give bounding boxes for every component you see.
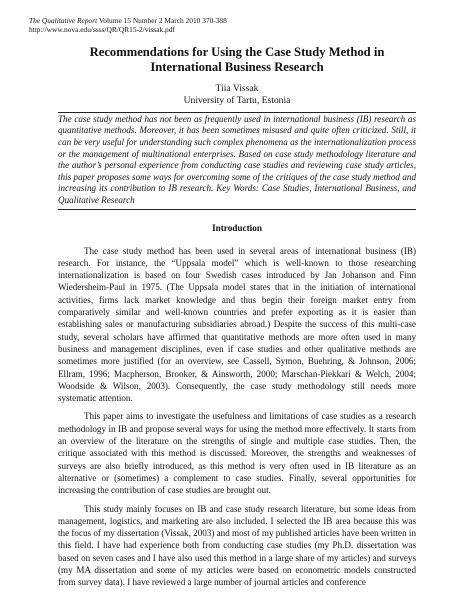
abstract: The case study method has not been as frequently used in international business (IB) research as quantitative methods. Moreover, it has been sometimes misused and quite often criticized. Still, it can be very useful for understanding such complex phenomena as the internationalization process or the management of multinational enterprises. Based on case study methodology literature and the author’s personal experience from conducting case studies and reviewing case study articles, this paper proposes some ways for overcoming some of the critiques of the case study method and increasing its contribution to IB research. Key Words: Case Studies, International Business, and Qualitative Research xyxy=(58,112,416,210)
title-line-2: International Business Research xyxy=(150,59,324,74)
introduction-body xyxy=(58,245,416,589)
author-name: Tiia Vissak xyxy=(215,82,259,94)
journal-issue: Volume 15 Number 2 March 2010 370-388 xyxy=(98,16,227,25)
title-line-1: Recommendations for Using the Case Study Method in xyxy=(89,44,385,59)
section-heading-introduction: Introduction xyxy=(212,222,262,233)
paper-title xyxy=(58,45,416,75)
paragraph: This study mainly focuses on IB and case study research literature, but some ideas from management, logistics, and marketing are also included. I selected the IB area because this was the focus of my dissertation (Vissak, 2003) and most of my published articles have been written in this field. I have had experience both from conducting case studies (my Ph.D. dissertation was based on seven cases and I have also used this method in a large share of my articles) and surveys (my MA dissertation and some of my articles were based on econometric models constructed from survey data). I have reviewed a large number of journal articles and conference xyxy=(58,503,416,588)
author-affiliation: University of Tartu, Estonia xyxy=(183,94,291,106)
article-url[interactable]: http://www.nova.edu/ssss/QR/QR15-2/vissak.pdf xyxy=(29,25,175,35)
journal-name: The Qualitative Report xyxy=(29,16,98,25)
paragraph: The case study method has been used in several areas of international business (IB) research. For instance, the “Uppsala model” which is well-known to those researching internationalization is based on four Swedish cases introduced by Jan Johanson and Finn Wiedersheim-Paul in 1975. (The Uppsala model states that in the initiation of international activities, firms lack market knowledge and thus begin their foreign market entry from comparatively similar and well-known countries and prefer exporting as it is easier than establishing sales or manufacturing subsidiaries abroad.) Despite the success of this multi-case study, several scholars have affirmed that quantitative methods are more often used in many business and management disciplines, even if case studies and other qualitative methods are sometimes more justified (for an overview, see Cassell, Symon, Buehring, & Johnson, 2006; Ellram, 1996; Macpherson, Brooker, & Ainsworth, 2000; Marschan-Piekkari & Welch, 2004; Woodside & Wilson, 2003). Consequently, the case study methodology still needs more systematic attention. xyxy=(58,245,416,404)
header-citation xyxy=(29,16,416,25)
paragraph: This paper aims to investigate the usefulness and limitations of case studies as a research methodology in IB and propose several ways for using the method more effectively. It starts from an overview of the literature on the strengths of single and multiple case studies. Then, the critique associated with this method is discussed. Moreover, the strengths and weaknesses of surveys are also briefly introduced, as this method is very often used in IB literature as an alternative or (sometimes) a complement to case studies. Finally, several opportunities for increasing the contribution of case studies are brought out. xyxy=(58,411,416,496)
journal-header xyxy=(29,16,416,35)
